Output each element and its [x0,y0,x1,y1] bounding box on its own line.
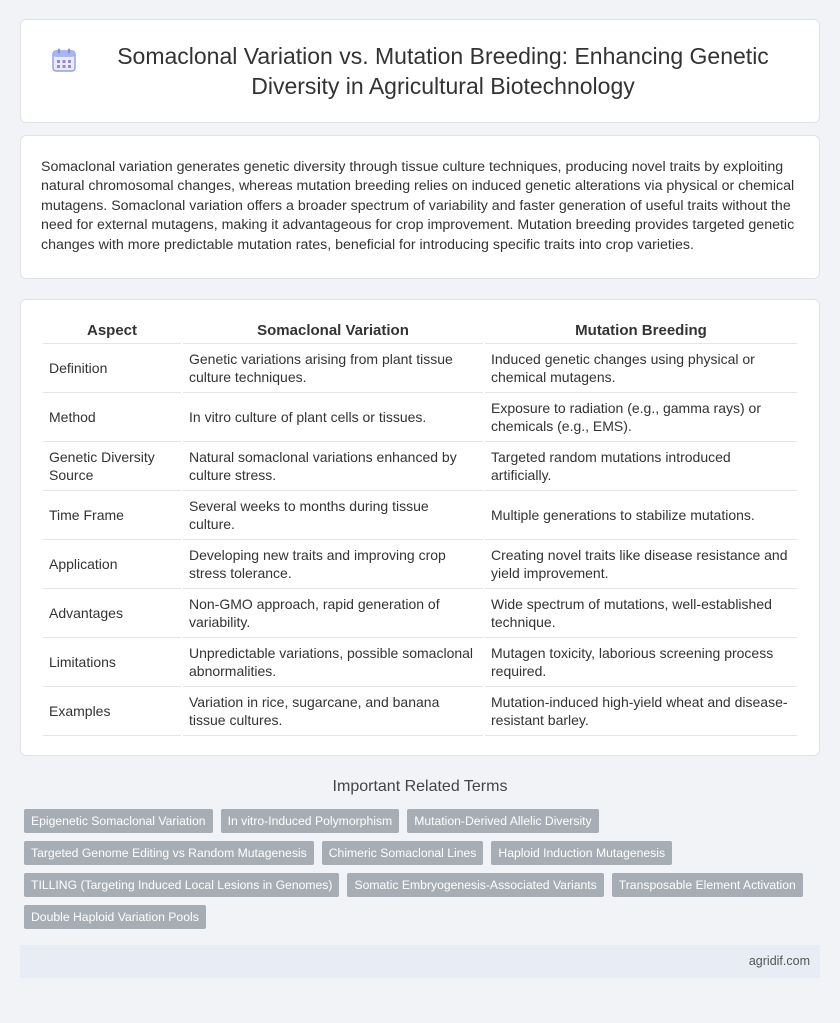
row-mutation: Multiple generations to stabilize mutations. [485,491,797,540]
row-aspect: Definition [43,344,181,393]
row-aspect: Time Frame [43,491,181,540]
row-mutation: Exposure to radiation (e.g., gamma rays) or chemicals (e.g., EMS). [485,393,797,442]
table-row [43,491,797,540]
related-terms-title: Important Related Terms [332,778,508,796]
related-term-tag[interactable]: TILLING (Targeting Induced Local Lesions in Genomes) [24,873,339,897]
related-term-tag[interactable]: Transposable Element Activation [612,873,803,897]
table-row [43,344,797,393]
row-somaclonal: In vitro culture of plant cells or tissues. [183,393,483,442]
row-somaclonal: Genetic variations arising from plant tissue culture techniques. [183,344,483,393]
row-mutation: Induced genetic changes using physical or chemical mutagens. [485,344,797,393]
row-mutation: Mutation-induced high-yield wheat and disease-resistant barley. [485,687,797,736]
row-somaclonal: Developing new traits and improving crop stress tolerance. [183,540,483,589]
related-terms-section [20,778,820,937]
related-term-tag[interactable]: Double Haploid Variation Pools [24,905,206,929]
row-aspect: Genetic Diversity Source [43,442,181,491]
related-term-tag[interactable]: Chimeric Somaclonal Lines [322,841,484,865]
table-row [43,589,797,638]
related-terms-tags [20,809,820,937]
summary-text: Somaclonal variation generates genetic diversity through tissue culture techniques, producing novel traits by exploiting natural chromosomal changes, whereas mutation breeding relies on induced genetic alterations via physical or chemical mutagens. Somaclonal variation offers a broader spectrum of variability and faster generation of useful traits without the need for external mutagens, making it advantageous for crop improvement. Mutation breeding provides targeted genetic changes with more predictable mutation rates, beneficial for introducing specific traits into crop varieties. [41,159,795,253]
row-aspect: Examples [43,687,181,736]
row-somaclonal: Unpredictable variations, possible somaclonal abnormalities. [183,638,483,687]
table-row [43,442,797,491]
header-mutation: Mutation Breeding [485,322,797,344]
table-row [43,687,797,736]
row-mutation: Mutagen toxicity, laborious screening process required. [485,638,797,687]
row-somaclonal: Natural somaclonal variations enhanced by culture stress. [183,442,483,491]
row-somaclonal: Non-GMO approach, rapid generation of variability. [183,589,483,638]
table-row [43,540,797,589]
row-aspect: Method [43,393,181,442]
row-mutation: Targeted random mutations introduced artificially. [485,442,797,491]
row-somaclonal: Several weeks to months during tissue culture. [183,491,483,540]
row-mutation: Creating novel traits like disease resistance and yield improvement. [485,540,797,589]
header-aspect: Aspect [43,322,181,344]
row-somaclonal: Variation in rice, sugarcane, and banana tissue cultures. [183,687,483,736]
table-row [43,393,797,442]
row-aspect: Advantages [43,589,181,638]
row-aspect: Limitations [43,638,181,687]
header-somaclonal: Somaclonal Variation [183,322,483,344]
related-term-tag[interactable]: Somatic Embryogenesis-Associated Variants [347,873,603,897]
row-mutation: Wide spectrum of mutations, well-established technique. [485,589,797,638]
related-term-tag[interactable]: Epigenetic Somaclonal Variation [24,809,213,833]
related-term-tag[interactable]: In vitro-Induced Polymorphism [221,809,400,833]
row-aspect: Application [43,540,181,589]
comparison-table-card [20,299,820,756]
table-header-row [43,322,797,344]
related-term-tag[interactable]: Targeted Genome Editing vs Random Mutagenesis [24,841,314,865]
calendar-grid-icon [51,47,77,73]
comparison-table [41,322,799,736]
related-term-tag[interactable]: Mutation-Derived Allelic Diversity [407,809,598,833]
title-wrap [51,41,789,101]
page-title: Somaclonal Variation vs. Mutation Breeding: Enhancing Genetic Diversity in Agricultural Biotechnology [117,43,769,99]
footer-site-link[interactable]: agridif.com [748,954,810,969]
summary-card [20,135,820,279]
footer [20,945,820,978]
related-term-tag[interactable]: Haploid Induction Mutagenesis [491,841,672,865]
header-card [20,19,820,123]
table-row [43,638,797,687]
